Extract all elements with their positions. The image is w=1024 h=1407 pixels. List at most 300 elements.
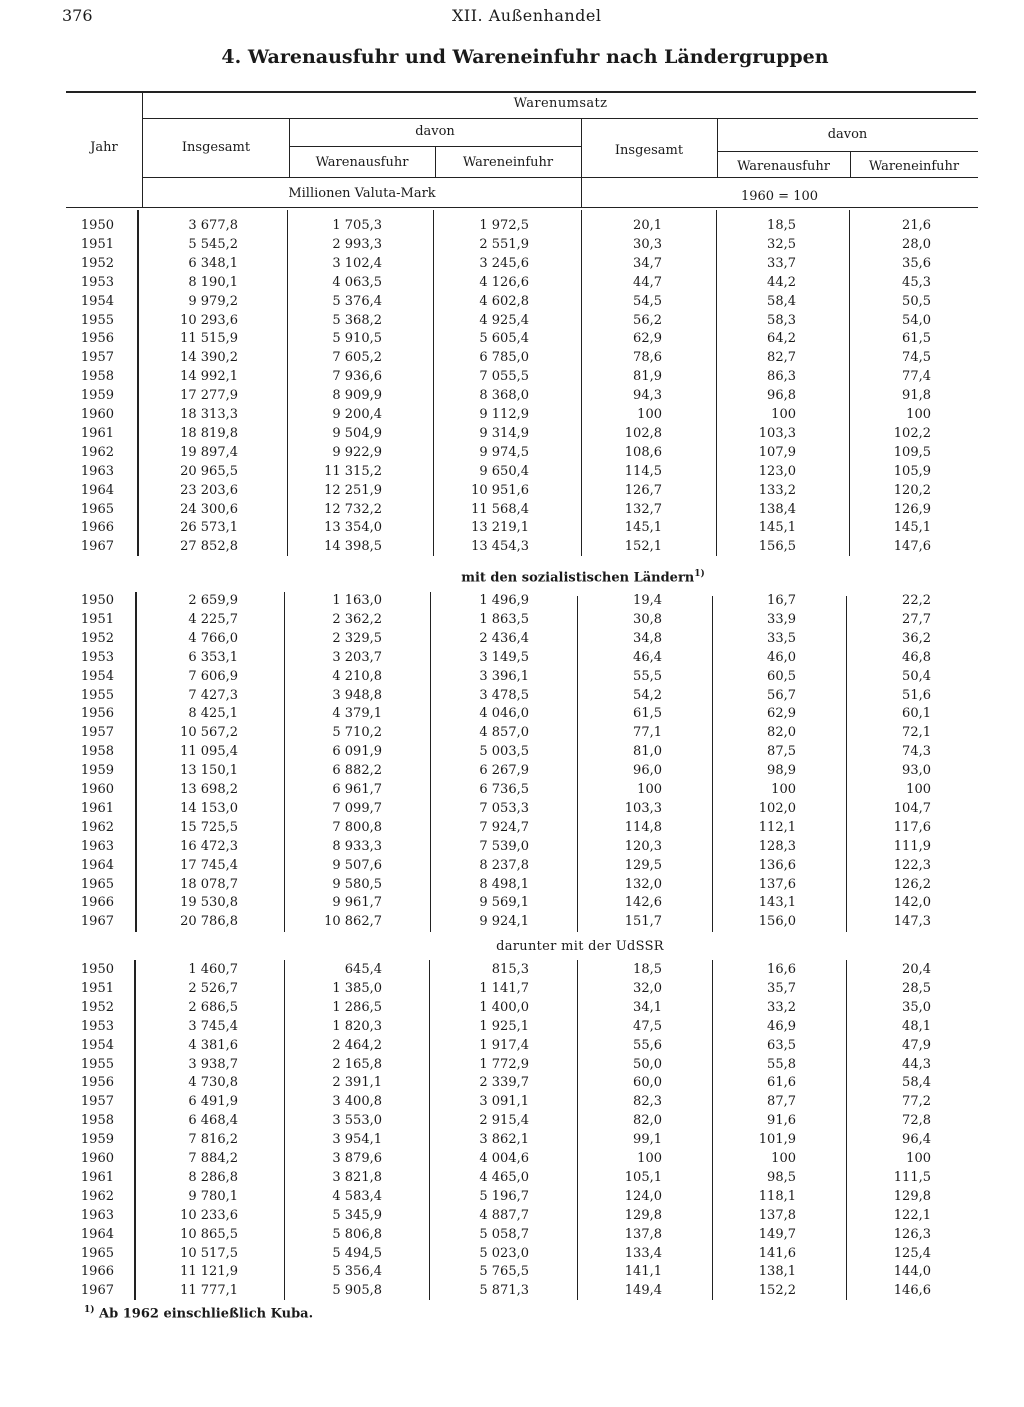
warenausfuhr-valuta-cell: 6 961,7 (332, 782, 382, 797)
index-insgesamt-cell: 126,7 (624, 482, 662, 498)
warenausfuhr-valuta-cell: 5 905,8 (332, 1283, 382, 1299)
index-insgesamt-cell: 141,1 (624, 1264, 662, 1280)
index-warenausfuhr-cell: 82,7 (767, 350, 796, 366)
index-wareneinfuhr-cell: 21,6 (902, 218, 931, 233)
index-insgesamt-cell: 96,0 (633, 763, 662, 779)
index-warenausfuhr-cell: 62,9 (767, 706, 796, 722)
index-warenausfuhr-cell: 58,4 (767, 293, 796, 309)
year-cell: 1952 (80, 630, 114, 646)
table-row (0, 593, 1024, 612)
warenumsatz-insgesamt-cell: 10 293,6 (180, 312, 238, 328)
wareneinfuhr-valuta-cell: 4 465,0 (479, 1169, 529, 1185)
index-wareneinfuhr-cell: 145,1 (893, 520, 931, 536)
warenausfuhr-valuta-cell: 3 553,0 (332, 1113, 382, 1129)
index-warenausfuhr-cell: 87,7 (767, 1094, 796, 1110)
warenausfuhr-valuta-cell: 3 948,8 (332, 687, 382, 703)
index-insgesamt-cell: 94,3 (633, 388, 662, 404)
warenumsatz-insgesamt-cell: 8 286,8 (188, 1169, 238, 1185)
warenumsatz-insgesamt-cell: 18 078,7 (180, 876, 238, 892)
table-row (0, 1189, 1024, 1208)
warenausfuhr-valuta-cell: 2 329,5 (332, 630, 382, 646)
index-wareneinfuhr-cell: 20,4 (902, 962, 931, 977)
index-warenausfuhr-cell: 138,4 (758, 501, 796, 517)
index-wareneinfuhr-cell: 144,0 (893, 1264, 931, 1280)
year-cell: 1964 (80, 1226, 114, 1242)
table-row (0, 1113, 1024, 1132)
index-insgesamt-cell: 108,6 (624, 444, 662, 460)
table-row (0, 237, 1024, 256)
index-warenausfuhr-cell: 44,2 (767, 274, 796, 290)
index-warenausfuhr-cell: 137,8 (758, 1207, 796, 1223)
table-row (0, 1246, 1024, 1265)
running-head: XII. Außenhandel (452, 6, 602, 25)
wareneinfuhr-valuta-cell: 4 004,6 (479, 1151, 529, 1166)
table-row (0, 426, 1024, 445)
index-insgesamt-cell: 103,3 (624, 800, 662, 816)
index-warenausfuhr-cell: 101,9 (758, 1132, 796, 1148)
index-insgesamt-cell: 77,1 (633, 725, 662, 741)
year-cell: 1961 (80, 425, 114, 441)
warenausfuhr-valuta-cell: 7 800,8 (332, 819, 382, 835)
index-warenausfuhr-cell: 112,1 (758, 819, 796, 835)
warenausfuhr-valuta-cell: 7 099,7 (332, 800, 382, 816)
index-warenausfuhr-cell: 56,7 (767, 687, 796, 703)
index-warenausfuhr-cell: 100 (771, 782, 796, 797)
table-row (0, 256, 1024, 275)
year-cell: 1963 (80, 838, 114, 854)
index-wareneinfuhr-cell: 146,6 (893, 1283, 931, 1299)
table-row (0, 1019, 1024, 1038)
wareneinfuhr-valuta-cell: 4 925,4 (479, 312, 529, 328)
warenumsatz-insgesamt-cell: 19 897,4 (180, 444, 238, 460)
warenausfuhr-valuta-cell: 14 398,5 (324, 539, 382, 555)
warenausfuhr-valuta-cell: 1 163,0 (332, 593, 382, 608)
page-number: 376 (62, 6, 93, 25)
index-insgesamt-cell: 81,9 (633, 369, 662, 385)
warenumsatz-insgesamt-cell: 23 203,6 (180, 482, 238, 498)
table-row (0, 407, 1024, 426)
index-warenausfuhr-cell: 61,6 (767, 1075, 796, 1091)
warenausfuhr-valuta-cell: 5 910,5 (332, 331, 382, 347)
warenumsatz-insgesamt-cell: 17 745,4 (180, 857, 238, 873)
index-insgesamt-cell: 20,1 (633, 218, 662, 233)
table-row (0, 483, 1024, 502)
warenumsatz-insgesamt-cell: 3 938,7 (188, 1056, 238, 1072)
warenumsatz-insgesamt-cell: 4 381,6 (188, 1037, 238, 1053)
table-row (0, 464, 1024, 483)
wareneinfuhr-valuta-cell: 1 925,1 (479, 1018, 529, 1034)
table-row (0, 1151, 1024, 1170)
index-warenausfuhr-cell: 33,5 (767, 630, 796, 646)
warenausfuhr-valuta-cell: 12 732,2 (324, 501, 382, 517)
index-wareneinfuhr-cell: 102,2 (893, 425, 931, 441)
year-cell: 1958 (80, 1113, 114, 1129)
warenumsatz-insgesamt-cell: 18 313,3 (180, 407, 238, 422)
wareneinfuhr-valuta-cell: 3 245,6 (479, 255, 529, 271)
warenausfuhr-valuta-cell: 1 385,0 (332, 980, 382, 996)
wareneinfuhr-valuta-cell: 8 498,1 (479, 876, 529, 892)
year-cell: 1964 (80, 482, 114, 498)
year-cell: 1960 (80, 1151, 114, 1166)
index-insgesamt-cell: 54,5 (633, 293, 662, 309)
index-warenausfuhr-cell: 118,1 (758, 1188, 796, 1204)
year-cell: 1954 (80, 293, 114, 309)
year-cell: 1950 (80, 962, 114, 977)
index-warenausfuhr-cell: 33,2 (767, 999, 796, 1015)
index-warenausfuhr-cell: 145,1 (758, 520, 796, 536)
header-davon-right: davon (827, 127, 868, 142)
warenausfuhr-valuta-cell: 3 821,8 (332, 1169, 382, 1185)
index-insgesamt-cell: 81,0 (633, 744, 662, 760)
warenumsatz-insgesamt-cell: 10 567,2 (180, 725, 238, 741)
year-cell: 1960 (80, 407, 114, 422)
index-warenausfuhr-cell: 128,3 (758, 838, 796, 854)
warenumsatz-insgesamt-cell: 15 725,5 (180, 819, 238, 835)
index-insgesamt-cell: 132,7 (624, 501, 662, 517)
year-cell: 1957 (80, 725, 114, 741)
index-wareneinfuhr-cell: 104,7 (893, 800, 931, 816)
wareneinfuhr-valuta-cell: 9 974,5 (479, 444, 529, 460)
year-cell: 1963 (80, 1207, 114, 1223)
index-wareneinfuhr-cell: 47,9 (902, 1037, 931, 1053)
warenausfuhr-valuta-cell: 4 583,4 (332, 1188, 382, 1204)
index-insgesamt-cell: 46,4 (633, 649, 662, 665)
header-jahr: Jahr (90, 140, 118, 155)
index-insgesamt-cell: 132,0 (624, 876, 662, 892)
year-cell: 1959 (80, 1132, 114, 1148)
warenausfuhr-valuta-cell: 8 933,3 (332, 838, 382, 854)
wareneinfuhr-valuta-cell: 4 887,7 (479, 1207, 529, 1223)
index-insgesamt-cell: 133,4 (624, 1245, 662, 1261)
index-insgesamt-cell: 55,6 (633, 1037, 662, 1053)
index-warenausfuhr-cell: 100 (771, 1151, 796, 1166)
wareneinfuhr-valuta-cell: 4 046,0 (479, 706, 529, 722)
warenumsatz-insgesamt-cell: 7 816,2 (188, 1132, 238, 1148)
warenumsatz-insgesamt-cell: 5 545,2 (188, 236, 238, 252)
warenumsatz-insgesamt-cell: 2 526,7 (188, 980, 238, 996)
year-cell: 1951 (80, 980, 114, 996)
wareneinfuhr-valuta-cell: 9 924,1 (479, 914, 529, 930)
table-row (0, 520, 1024, 539)
table-row (0, 895, 1024, 914)
warenausfuhr-valuta-cell: 2 993,3 (332, 236, 382, 252)
table-row (0, 1038, 1024, 1057)
index-wareneinfuhr-cell: 51,6 (902, 687, 931, 703)
index-warenausfuhr-cell: 103,3 (758, 425, 796, 441)
index-insgesamt-cell: 120,3 (624, 838, 662, 854)
index-warenausfuhr-cell: 136,6 (758, 857, 796, 873)
index-insgesamt-cell: 19,4 (633, 593, 662, 608)
footnote-text: Ab 1962 einschließlich Kuba. (94, 1306, 314, 1322)
year-cell: 1955 (80, 1056, 114, 1072)
table-row (0, 294, 1024, 313)
index-insgesamt-cell: 152,1 (624, 539, 662, 555)
index-wareneinfuhr-cell: 126,9 (893, 501, 931, 517)
warenausfuhr-valuta-cell: 9 922,9 (332, 444, 382, 460)
warenausfuhr-valuta-cell: 7 936,6 (332, 369, 382, 385)
wareneinfuhr-valuta-cell: 5 058,7 (479, 1226, 529, 1242)
index-insgesamt-cell: 34,1 (633, 999, 662, 1015)
wareneinfuhr-valuta-cell: 3 862,1 (479, 1132, 529, 1148)
index-wareneinfuhr-cell: 22,2 (902, 593, 931, 608)
wareneinfuhr-valuta-cell: 7 053,3 (479, 800, 529, 816)
wareneinfuhr-valuta-cell: 8 368,0 (479, 388, 529, 404)
index-insgesamt-cell: 100 (637, 782, 662, 797)
year-cell: 1954 (80, 1037, 114, 1053)
index-warenausfuhr-cell: 149,7 (758, 1226, 796, 1242)
warenausfuhr-valuta-cell: 5 806,8 (332, 1226, 382, 1242)
wareneinfuhr-valuta-cell: 4 602,8 (479, 293, 529, 309)
wareneinfuhr-valuta-cell: 7 924,7 (479, 819, 529, 835)
warenausfuhr-valuta-cell: 645,4 (344, 962, 382, 977)
warenumsatz-insgesamt-cell: 16 472,3 (180, 838, 238, 854)
warenumsatz-insgesamt-cell: 11 095,4 (180, 744, 238, 760)
index-insgesamt-cell: 100 (637, 1151, 662, 1166)
index-warenausfuhr-cell: 86,3 (767, 369, 796, 385)
index-wareneinfuhr-cell: 72,1 (902, 725, 931, 741)
index-insgesamt-cell: 61,5 (633, 706, 662, 722)
table-row (0, 839, 1024, 858)
table-row (0, 1283, 1024, 1302)
footnote-reference: 1) (694, 569, 705, 579)
wareneinfuhr-valuta-cell: 1 141,7 (479, 980, 529, 996)
index-warenausfuhr-cell: 63,5 (767, 1037, 796, 1053)
warenumsatz-insgesamt-cell: 2 659,9 (188, 593, 238, 608)
year-cell: 1967 (80, 914, 114, 930)
wareneinfuhr-valuta-cell: 9 650,4 (479, 463, 529, 479)
index-warenausfuhr-cell: 60,5 (767, 668, 796, 684)
year-cell: 1955 (80, 687, 114, 703)
table-row (0, 631, 1024, 650)
rule-above-units (143, 177, 978, 178)
warenumsatz-insgesamt-cell: 4 225,7 (188, 611, 238, 627)
table-row (0, 218, 1024, 237)
index-insgesamt-cell: 30,3 (633, 236, 662, 252)
warenumsatz-insgesamt-cell: 10 233,6 (180, 1207, 238, 1223)
index-insgesamt-cell: 54,2 (633, 687, 662, 703)
index-warenausfuhr-cell: 58,3 (767, 312, 796, 328)
index-insgesamt-cell: 151,7 (624, 914, 662, 930)
table-row (0, 539, 1024, 558)
warenausfuhr-valuta-cell: 9 504,9 (332, 425, 382, 441)
index-warenausfuhr-cell: 33,7 (767, 255, 796, 271)
index-warenausfuhr-cell: 46,9 (767, 1018, 796, 1034)
wareneinfuhr-valuta-cell: 9 569,1 (479, 895, 529, 911)
rule-under-davon-right (717, 151, 978, 152)
warenumsatz-insgesamt-cell: 11 121,9 (180, 1264, 238, 1280)
year-cell: 1961 (80, 800, 114, 816)
index-wareneinfuhr-cell: 61,5 (902, 331, 931, 347)
warenumsatz-insgesamt-cell: 1 460,7 (188, 962, 238, 977)
year-cell: 1950 (80, 218, 114, 233)
warenumsatz-insgesamt-cell: 11 777,1 (180, 1283, 238, 1299)
warenausfuhr-valuta-cell: 5 345,9 (332, 1207, 382, 1223)
index-warenausfuhr-cell: 32,5 (767, 236, 796, 252)
wareneinfuhr-valuta-cell: 5 196,7 (479, 1188, 529, 1204)
warenumsatz-insgesamt-cell: 27 852,8 (180, 539, 238, 555)
warenausfuhr-valuta-cell: 8 909,9 (332, 388, 382, 404)
wareneinfuhr-valuta-cell: 1 772,9 (479, 1056, 529, 1072)
table-row (0, 1057, 1024, 1076)
year-cell: 1962 (80, 1188, 114, 1204)
index-wareneinfuhr-cell: 54,0 (902, 312, 931, 328)
header-warenumsatz: Warenumsatz (513, 96, 608, 111)
section-label-sozialistische-laender (283, 569, 883, 585)
index-wareneinfuhr-cell: 28,0 (902, 236, 931, 252)
index-insgesamt-cell: 44,7 (633, 274, 662, 290)
warenausfuhr-valuta-cell: 3 954,1 (332, 1132, 382, 1148)
rule-under-warenumsatz (143, 118, 978, 119)
year-cell: 1959 (80, 388, 114, 404)
index-wareneinfuhr-cell: 35,6 (902, 255, 931, 271)
index-insgesamt-cell: 100 (637, 407, 662, 422)
table-row (0, 1132, 1024, 1151)
index-warenausfuhr-cell: 107,9 (758, 444, 796, 460)
warenumsatz-insgesamt-cell: 17 277,9 (180, 388, 238, 404)
index-wareneinfuhr-cell: 96,4 (902, 1132, 931, 1148)
table-row (0, 275, 1024, 294)
wareneinfuhr-valuta-cell: 9 112,9 (479, 407, 529, 422)
warenumsatz-insgesamt-cell: 4 730,8 (188, 1075, 238, 1091)
wareneinfuhr-valuta-cell: 11 568,4 (471, 501, 529, 517)
table-row (0, 369, 1024, 388)
index-warenausfuhr-cell: 16,7 (767, 593, 796, 608)
index-insgesamt-cell: 114,5 (624, 463, 662, 479)
warenumsatz-insgesamt-cell: 10 865,5 (180, 1226, 238, 1242)
index-wareneinfuhr-cell: 50,5 (902, 293, 931, 309)
warenausfuhr-valuta-cell: 2 391,1 (332, 1075, 382, 1091)
index-wareneinfuhr-cell: 125,4 (893, 1245, 931, 1261)
index-warenausfuhr-cell: 33,9 (767, 611, 796, 627)
table-row (0, 1227, 1024, 1246)
wareneinfuhr-valuta-cell: 2 339,7 (479, 1075, 529, 1091)
wareneinfuhr-valuta-cell: 5 765,5 (479, 1264, 529, 1280)
index-warenausfuhr-cell: 143,1 (758, 895, 796, 911)
wareneinfuhr-valuta-cell: 5 023,0 (479, 1245, 529, 1261)
warenumsatz-insgesamt-cell: 14 390,2 (180, 350, 238, 366)
warenausfuhr-valuta-cell: 9 580,5 (332, 876, 382, 892)
index-insgesamt-cell: 34,8 (633, 630, 662, 646)
index-insgesamt-cell: 149,4 (624, 1283, 662, 1299)
header-insgesamt-right: Insgesamt (614, 143, 684, 158)
table-row (0, 1264, 1024, 1283)
year-cell: 1954 (80, 668, 114, 684)
year-cell: 1959 (80, 763, 114, 779)
index-insgesamt-cell: 30,8 (633, 611, 662, 627)
index-insgesamt-cell: 34,7 (633, 255, 662, 271)
warenumsatz-insgesamt-cell: 8 425,1 (188, 706, 238, 722)
index-wareneinfuhr-cell: 122,3 (893, 857, 931, 873)
table-row (0, 782, 1024, 801)
warenumsatz-insgesamt-cell: 7 606,9 (188, 668, 238, 684)
warenausfuhr-valuta-cell: 2 464,2 (332, 1037, 382, 1053)
index-warenausfuhr-cell: 156,5 (758, 539, 796, 555)
header-warenausfuhr-right: Warenausfuhr (737, 159, 830, 174)
warenumsatz-insgesamt-cell: 19 530,8 (180, 895, 238, 911)
index-wareneinfuhr-cell: 77,2 (902, 1094, 931, 1110)
index-wareneinfuhr-cell: 93,0 (902, 763, 931, 779)
warenausfuhr-valuta-cell: 3 400,8 (332, 1094, 382, 1110)
wareneinfuhr-valuta-cell: 2 436,4 (479, 630, 529, 646)
wareneinfuhr-valuta-cell: 1 496,9 (479, 593, 529, 608)
index-insgesamt-cell: 124,0 (624, 1188, 662, 1204)
year-cell: 1958 (80, 369, 114, 385)
warenausfuhr-valuta-cell: 13 354,0 (324, 520, 382, 536)
warenausfuhr-valuta-cell: 1 820,3 (332, 1018, 382, 1034)
index-insgesamt-cell: 18,5 (633, 962, 662, 977)
table-row (0, 706, 1024, 725)
warenumsatz-insgesamt-cell: 11 515,9 (180, 331, 238, 347)
table-row (0, 1208, 1024, 1227)
index-insgesamt-cell: 32,0 (633, 980, 662, 996)
warenausfuhr-valuta-cell: 5 494,5 (332, 1245, 382, 1261)
wareneinfuhr-valuta-cell: 1 972,5 (479, 218, 529, 233)
warenausfuhr-valuta-cell: 9 961,7 (332, 895, 382, 911)
index-wareneinfuhr-cell: 120,2 (893, 482, 931, 498)
warenausfuhr-valuta-cell: 1 286,5 (332, 999, 382, 1015)
warenausfuhr-valuta-cell: 9 507,6 (332, 857, 382, 873)
warenumsatz-insgesamt-cell: 7 427,3 (188, 687, 238, 703)
year-cell: 1963 (80, 463, 114, 479)
index-insgesamt-cell: 114,8 (624, 819, 662, 835)
year-cell: 1957 (80, 1094, 114, 1110)
header-wareneinfuhr-left: Wareneinfuhr (462, 155, 554, 170)
year-cell: 1965 (80, 1245, 114, 1261)
table-title: 4. Warenausfuhr und Wareneinfuhr nach Ländergruppen (221, 46, 829, 68)
warenumsatz-insgesamt-cell: 24 300,6 (180, 501, 238, 517)
header-unit-left: Millionen Valuta-Mark (288, 186, 436, 201)
index-wareneinfuhr-cell: 117,6 (893, 819, 931, 835)
index-insgesamt-cell: 47,5 (633, 1018, 662, 1034)
wareneinfuhr-valuta-cell: 815,3 (491, 962, 529, 977)
wareneinfuhr-valuta-cell: 6 267,9 (479, 763, 529, 779)
header-davon-left: davon (415, 124, 455, 139)
index-wareneinfuhr-cell: 27,7 (902, 611, 931, 627)
table-row (0, 350, 1024, 369)
wareneinfuhr-valuta-cell: 3 396,1 (479, 668, 529, 684)
year-cell: 1956 (80, 331, 114, 347)
year-cell: 1961 (80, 1169, 114, 1185)
warenumsatz-insgesamt-cell: 6 491,9 (188, 1094, 238, 1110)
year-cell: 1965 (80, 876, 114, 892)
year-cell: 1955 (80, 312, 114, 328)
index-insgesamt-cell: 78,6 (633, 350, 662, 366)
index-wareneinfuhr-cell: 46,8 (902, 649, 931, 665)
index-wareneinfuhr-cell: 100 (906, 782, 931, 797)
index-wareneinfuhr-cell: 58,4 (902, 1075, 931, 1091)
wareneinfuhr-valuta-cell: 7 055,5 (479, 369, 529, 385)
table-row (0, 1094, 1024, 1113)
warenausfuhr-valuta-cell: 6 091,9 (332, 744, 382, 760)
index-wareneinfuhr-cell: 100 (906, 1151, 931, 1166)
wareneinfuhr-valuta-cell: 6 785,0 (479, 350, 529, 366)
table-row (0, 858, 1024, 877)
warenumsatz-insgesamt-cell: 13 698,2 (180, 782, 238, 797)
wareneinfuhr-valuta-cell: 9 314,9 (479, 425, 529, 441)
index-warenausfuhr-cell: 152,2 (758, 1283, 796, 1299)
warenumsatz-insgesamt-cell: 6 348,1 (188, 255, 238, 271)
warenumsatz-insgesamt-cell: 4 766,0 (188, 630, 238, 646)
year-cell: 1966 (80, 895, 114, 911)
index-warenausfuhr-cell: 98,9 (767, 763, 796, 779)
year-cell: 1966 (80, 1264, 114, 1280)
year-cell: 1962 (80, 444, 114, 460)
table-row (0, 744, 1024, 763)
table-row (0, 914, 1024, 933)
table-row (0, 331, 1024, 350)
header-unit-right: 1960 = 100 (740, 189, 819, 204)
wareneinfuhr-valuta-cell: 5 871,3 (479, 1283, 529, 1299)
